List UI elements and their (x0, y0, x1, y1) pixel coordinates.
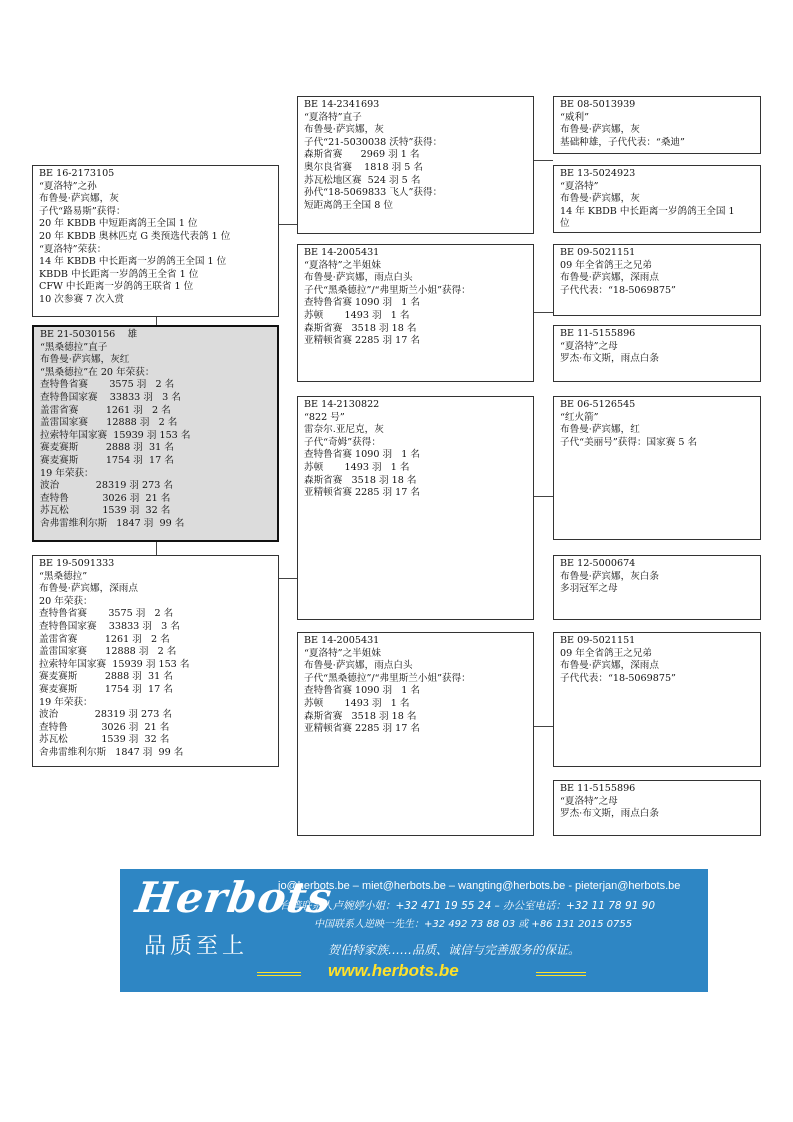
pedigree-line: 查特鲁省赛 3575 羽 2 名 (39, 608, 174, 620)
pedigree-line: 子代代表：“18-5069875” (560, 284, 676, 296)
sire-dam-dam-box (553, 325, 761, 382)
sire-sire-sire-box (553, 96, 761, 154)
pedigree-line: 盖雷省赛 1261 羽 2 名 (40, 404, 171, 416)
pedigree-line: BE 11-5155896 (560, 783, 636, 794)
pedigree-line: BE 14-2130822 (304, 399, 380, 410)
herbots-logo: Herbots (132, 873, 336, 922)
pedigree-line: 查特鲁国家赛 33833 羽 3 名 (40, 391, 181, 403)
pedigree-line: 罗杰·布文斯，雨点白条 (560, 808, 659, 820)
pedigree-line: 子代“黑桑德拉”/“弗里斯兰小姐”获得： (304, 672, 471, 684)
pedigree-line: 子代“奇姆”获得： (304, 436, 381, 448)
pedigree-line: 20 年 KBDB 中短距离鸽王全国 1 位 (39, 218, 198, 230)
connector (533, 160, 553, 161)
pedigree-line: 查特鲁国家赛 33833 羽 3 名 (39, 620, 180, 632)
pedigree-line: “夏洛特”之孙 (39, 180, 97, 192)
pedigree-line: 子代“21-5030038 沃特”获得： (304, 136, 443, 148)
dam-sire-sire-box (553, 396, 761, 540)
pedigree-line: BE 12-5000674 (560, 558, 636, 569)
dam-sire-dam-box (553, 555, 761, 620)
decorative-rule-left (257, 972, 301, 976)
pedigree-line: 赛麦赛斯 1754 羽 17 名 (39, 683, 173, 695)
sire-sire-dam-box (553, 165, 761, 233)
herbots-banner (120, 869, 708, 992)
pedigree-line: 布鲁曼·萨宾娜，红 (560, 424, 640, 436)
pedigree-line: 舍弗雷维利尔斯 1847 羽 99 名 (39, 746, 184, 758)
pedigree-line: “夏洛特”直子 (304, 111, 362, 123)
pedigree-line: 子代“路易斯”获得： (39, 205, 126, 217)
contact-phone-taiwan: 台湾联系人卢婉婷小姐：+32 471 19 55 24 – 办公室电话：+32 11 78 91 90 (280, 900, 656, 912)
dam-box (32, 555, 279, 767)
pedigree-line: 09 年全省鸽王之兄弟 (560, 259, 653, 271)
pedigree-line: 布鲁曼·萨宾娜，雨点白头 (304, 660, 413, 672)
pedigree-line: 布鲁曼·萨宾娜，灰 (560, 193, 640, 205)
website-link[interactable]: www.herbots.be (328, 961, 459, 980)
pedigree-line: 20 年 KBDB 奥林匹克 G 类预选代表鸽 1 位 (39, 230, 231, 242)
dam-dam-dam-box (553, 780, 761, 836)
pedigree-line: 查特鲁省赛 1090 羽 1 名 (304, 297, 420, 309)
pedigree-line: 森斯省赛 3518 羽 18 名 (304, 710, 417, 722)
pedigree-line: BE 21-5030156 雄 (40, 329, 138, 340)
pedigree-line: BE 14-2341693 (304, 99, 380, 110)
pedigree-line: “夏洛特”荣获： (39, 243, 107, 255)
pedigree-line: 子代“黑桑德拉”/“弗里斯兰小姐”获得： (304, 284, 471, 296)
pedigree-line: 苏顿 1493 羽 1 名 (304, 697, 410, 709)
pedigree-line: 多羽冠军之母 (560, 583, 618, 595)
sire-sire-box (297, 96, 534, 234)
pedigree-line: 森斯省赛 3518 羽 18 名 (304, 474, 417, 486)
pedigree-line: CFW 中长距离一岁鸽鸽王联省 1 位 (39, 281, 194, 293)
pedigree-line: “红火箭” (560, 411, 599, 423)
pedigree-line: 查特鲁省赛 1090 羽 1 名 (304, 449, 420, 461)
pedigree-line: BE 09-5021151 (560, 635, 636, 646)
pedigree-line: 盖雷省赛 1261 羽 2 名 (39, 633, 170, 645)
pedigree-line: 查特鲁省赛 1090 羽 1 名 (304, 685, 420, 697)
pedigree-line: 14 年 KBDB 中长距离一岁鸽鸽王全国 1 位 (39, 256, 227, 268)
decorative-rule-right (536, 972, 586, 976)
pedigree-line: 19 年荣获： (39, 696, 93, 708)
pedigree-line: 布鲁曼·萨宾娜，灰 (304, 124, 384, 136)
pedigree-line: 苏瓦松 1539 羽 32 名 (39, 734, 170, 746)
pedigree-line: 亚精顿省赛 2285 羽 17 名 (304, 723, 420, 735)
pedigree-line: BE 16-2173105 (39, 168, 115, 179)
pedigree-line: BE 19-5091333 (39, 558, 115, 569)
pedigree-line: 舍弗雷维利尔斯 1847 羽 99 名 (40, 517, 185, 529)
contact-emails: jo@herbots.be – miet@herbots.be – wangting@herbots.be - pieterjan@herbots.be (278, 880, 681, 892)
slogan: 品质至上 (144, 934, 249, 959)
connector (533, 496, 553, 497)
pedigree-line: BE 08-5013939 (560, 99, 636, 110)
pedigree-line: 苏顿 1493 羽 1 名 (304, 309, 410, 321)
pedigree-line: 基础种雄，子代代表：“桑迪” (560, 136, 685, 148)
pedigree-line: 苏瓦松地区赛 524 羽 5 名 (304, 174, 421, 186)
pedigree-line: 赛麦赛斯 2888 羽 31 名 (40, 442, 174, 454)
pedigree-line: 布鲁曼·萨宾娜，深雨点 (560, 660, 659, 672)
pedigree-line: “黑桑德拉”在 20 年荣获： (40, 366, 155, 378)
pedigree-line: 盖雷国家赛 12888 羽 2 名 (39, 646, 177, 658)
pedigree-line: 苏顿 1493 羽 1 名 (304, 461, 410, 473)
pedigree-line: BE 06-5126545 (560, 399, 636, 410)
pedigree-line: BE 14-2005431 (304, 247, 380, 258)
pedigree-line: 短距离鸽王全国 8 位 (304, 199, 393, 211)
pedigree-line: 查特鲁省赛 3575 羽 2 名 (40, 379, 175, 391)
connector (156, 542, 157, 555)
pedigree-line: 亚精顿省赛 2285 羽 17 名 (304, 487, 420, 499)
pedigree-line: 赛麦赛斯 2888 羽 31 名 (39, 671, 173, 683)
pedigree-line: 雷奈尔.亚尼克，灰 (304, 424, 384, 436)
pedigree-line: 20 年荣获： (39, 595, 93, 607)
pedigree-line: 孙代“18-5069833 飞人”获得： (304, 187, 443, 199)
pedigree-line: BE 09-5021151 (560, 247, 636, 258)
pedigree-line: 罗杰·布文斯，雨点白条 (560, 353, 659, 365)
sire-box (32, 165, 279, 317)
connector (533, 312, 553, 313)
pedigree-line: 亚精顿省赛 2285 羽 17 名 (304, 335, 420, 347)
dam-dam-sire-box (553, 632, 761, 767)
pedigree-line: 拉索特年国家赛 15939 羽 153 名 (39, 658, 190, 670)
pedigree-line: 苏瓦松 1539 羽 32 名 (40, 505, 171, 517)
pedigree-line: 布鲁曼·萨宾娜，灰 (39, 193, 119, 205)
pedigree-line: 赛麦赛斯 1754 羽 17 名 (40, 454, 174, 466)
pedigree-line: “夏洛特” (560, 180, 599, 192)
pedigree-line: 14 年 KBDB 中长距离一岁鸽鸽王全国 1 (560, 205, 735, 217)
pedigree-line: 盖雷国家赛 12888 羽 2 名 (40, 417, 178, 429)
connector (278, 578, 297, 579)
pedigree-line: 波治 28319 羽 273 名 (40, 480, 173, 492)
pedigree-line: 查特鲁 3026 羽 21 名 (40, 492, 171, 504)
pedigree-line: KBDB 中长距离一岁鸽鸽王全省 1 位 (39, 268, 199, 280)
pedigree-line: “夏洛特”之母 (560, 795, 618, 807)
pedigree-line: 子代代表：“18-5069875” (560, 672, 676, 684)
pedigree-line: 布鲁曼·萨宾娜，深雨点 (560, 272, 659, 284)
pedigree-line: 森斯省赛 3518 羽 18 名 (304, 322, 417, 334)
pedigree-line: “夏洛特”之母 (560, 340, 618, 352)
pedigree-line: 森斯省赛 2969 羽 1 名 (304, 149, 420, 161)
pedigree-line: 布鲁曼·萨宾娜，灰红 (40, 354, 130, 366)
sire-dam-box (297, 244, 534, 382)
pedigree-line: BE 11-5155896 (560, 328, 636, 339)
tagline: 贺伯特家族……品质、诚信与完善服务的保证。 (328, 943, 581, 957)
pedigree-line: “夏洛特”之半姐妹 (304, 259, 381, 271)
dam-sire-box (297, 396, 534, 620)
pedigree-line: 波治 28319 羽 273 名 (39, 709, 172, 721)
dam-dam-box (297, 632, 534, 836)
connector (278, 224, 297, 225)
pedigree-line: 10 次参赛 7 次入赏 (39, 293, 125, 305)
pedigree-line: 位 (560, 218, 570, 230)
pedigree-line: “822 号” (304, 411, 345, 423)
pedigree-line: “夏洛特”之半姐妹 (304, 647, 381, 659)
pedigree-line: “黑桑德拉” (39, 570, 88, 582)
pedigree-line: BE 13-5024923 (560, 168, 636, 179)
pedigree-line: “黑桑德拉”直子 (40, 341, 108, 353)
pedigree-line: 09 年全省鸽王之兄弟 (560, 647, 653, 659)
connector (533, 726, 553, 727)
subject-pigeon-box (32, 325, 279, 542)
sire-dam-sire-box (553, 244, 761, 316)
pedigree-line: “威利” (560, 111, 589, 123)
pedigree-line: 子代“美丽号”获得：国家赛 5 名 (560, 436, 698, 448)
pedigree-line: 布鲁曼·萨宾娜，灰 (560, 124, 640, 136)
pedigree-line: 查特鲁 3026 羽 21 名 (39, 721, 170, 733)
contact-phone-china: 中国联系人逆映一先生：+32 492 73 88 03 或 +86 131 2015 0755 (314, 919, 633, 930)
pedigree-line: 布鲁曼·萨宾娜，深雨点 (39, 583, 138, 595)
pedigree-line: BE 14-2005431 (304, 635, 380, 646)
pedigree-line: 布鲁曼·萨宾娜，雨点白头 (304, 272, 413, 284)
pedigree-line: 奥尔良省赛 1818 羽 5 名 (304, 161, 424, 173)
pedigree-line: 19 年荣获： (40, 467, 94, 479)
pedigree-line: 布鲁曼·萨宾娜，灰白条 (560, 570, 659, 582)
pedigree-line: 拉索特年国家赛 15939 羽 153 名 (40, 429, 191, 441)
